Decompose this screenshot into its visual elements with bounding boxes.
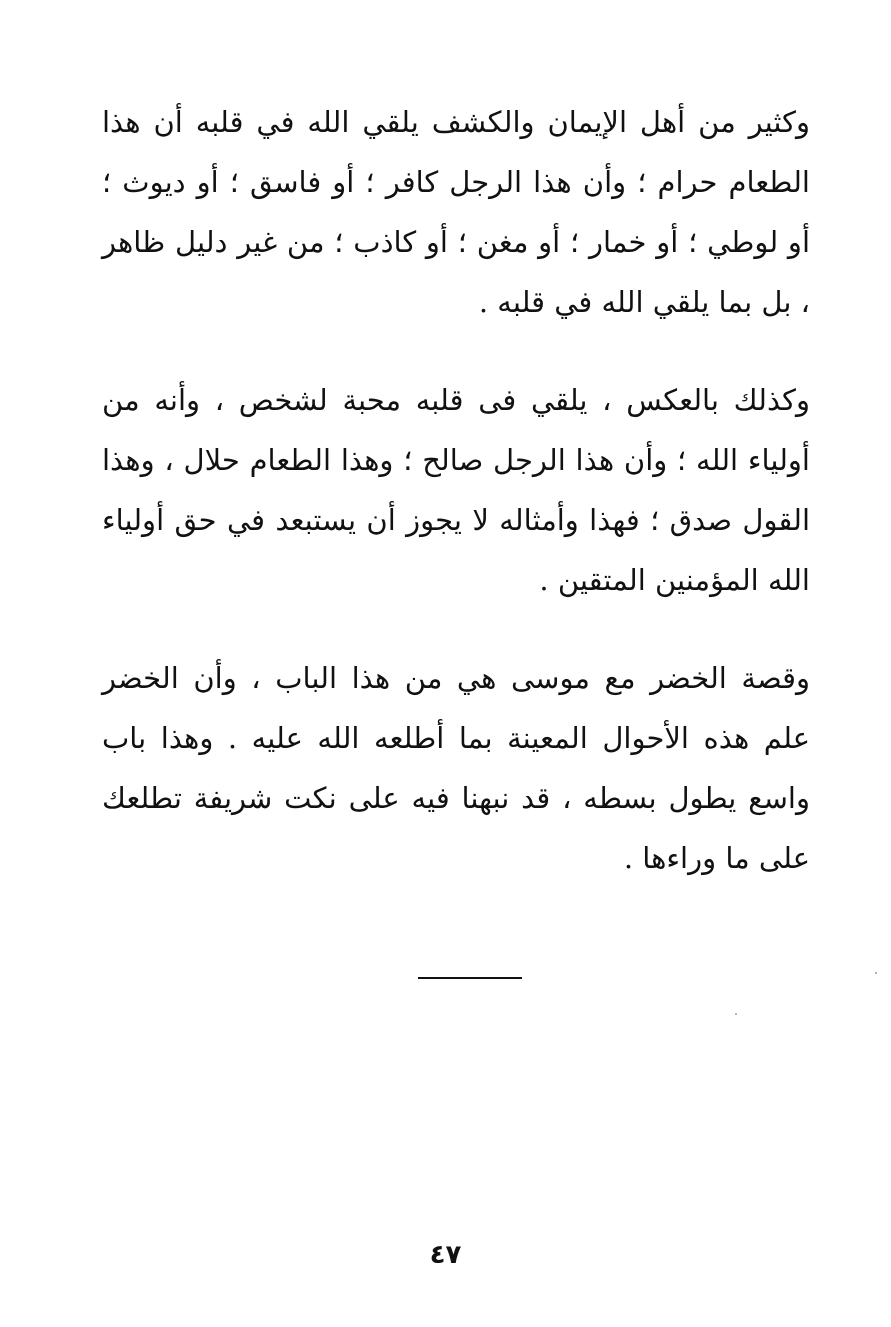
paragraph-3: وقصة الخضر مع موسى هي من هذا الباب ، وأن الخضر علم هذه الأحوال المعينة بما أطلعه الله عليه . وهذا باب واسع يطول بسطه ، قد نبهنا فيه على نكت شريفة تطلعك على ما وراءها . — [102, 661, 810, 875]
paragraph-1: وكثير من أهل الإيمان والكشف يلقي الله في قلبه أن هذا الطعام حرام ؛ وأن هذا الرجل كافر ؛ أو فاسق ؛ أو ديوث ؛ أو لوطي ؛ أو خمار ؛ أو مغن ؛ أو كاذب ؛ من غير دليل ظاهر ، بل بما يلقي الله في قلبه . — [102, 105, 810, 319]
section-divider — [418, 977, 522, 979]
scan-speck — [735, 1013, 737, 1015]
paragraph-2: وكذلك بالعكس ، يلقي فى قلبه محبة لشخص ، وأنه من أولياء الله ؛ وأن هذا الرجل صالح ؛ وهذا الطعام حلال ، وهذا القول صدق ؛ فهذا وأمثاله لا يجوز أن يستبعد في حق أولياء الله المؤمنين المتقين . — [102, 383, 810, 597]
scan-speck — [875, 972, 877, 974]
page-number: ٤٧ — [429, 1240, 462, 1270]
